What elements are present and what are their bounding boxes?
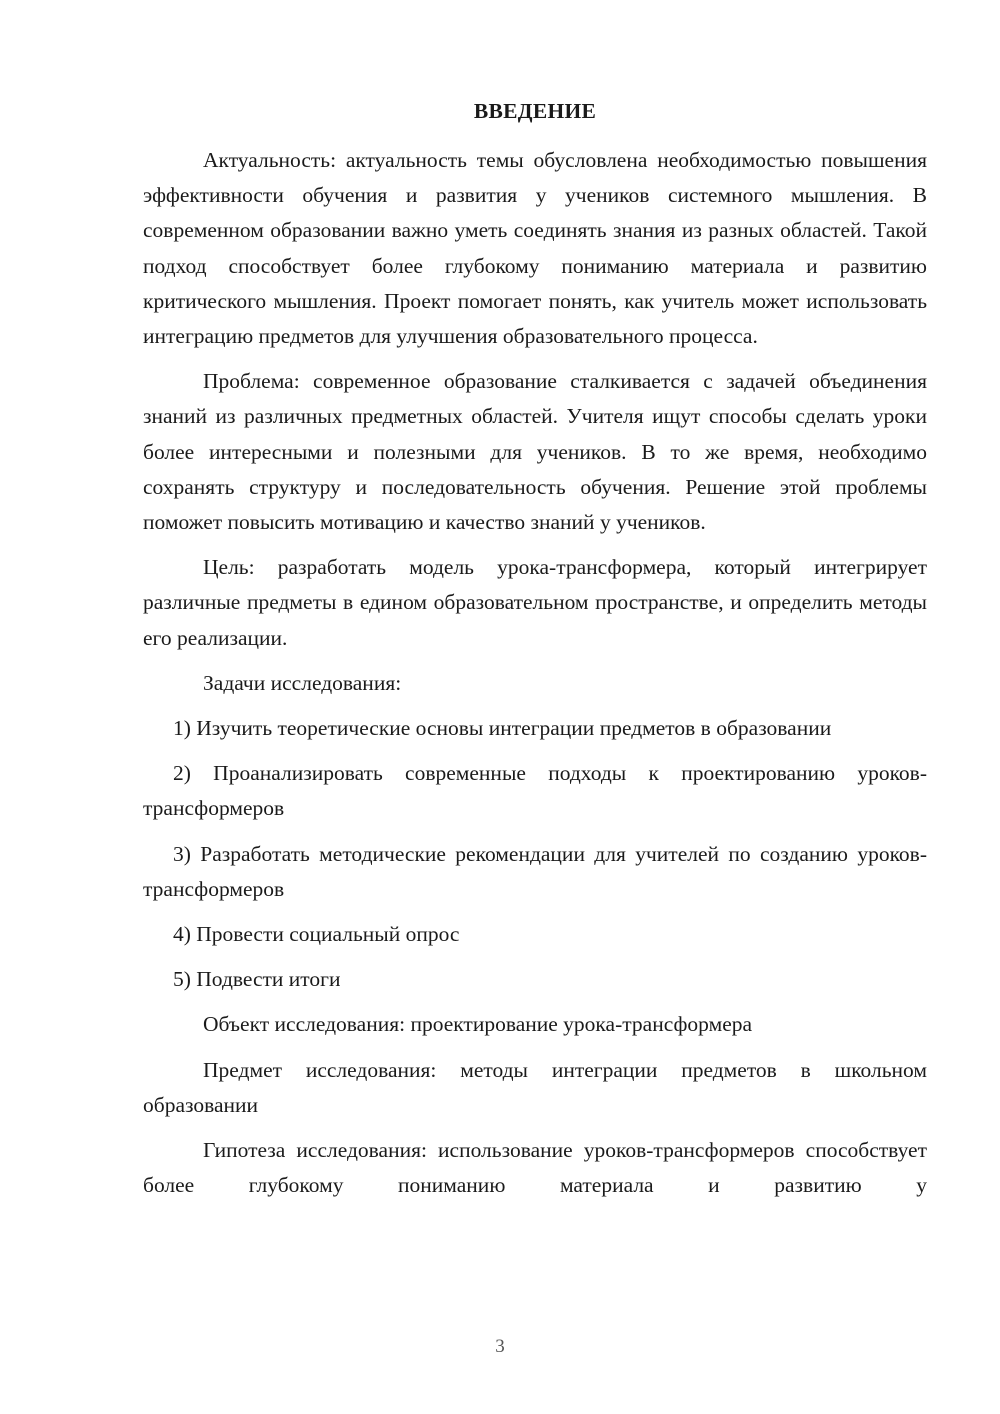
list-item: 1) Изучить теоретические основы интеграции предметов в образовании (173, 716, 832, 741)
section-title: ВВЕДЕНИЕ (473, 99, 597, 123)
tasks-list (143, 711, 927, 997)
list-item: 2) Проанализировать современные подходы к проектированию уроков-трансформеров (143, 761, 927, 821)
paragraph-relevance: Актуальность: актуальность темы обусловлена необходимостью повышения эффективности обучения и развития у учеников системного мышления. В современном образовании важно уметь соединять знания из разных областей. Такой подход способствует более глубокому пониманию материала и развитию критического мышления. Проект помогает понять, как учитель может использовать интеграцию предметов для улучшения образовательного процесса. (143, 148, 927, 349)
list-item: 3) Разработать методические рекомендации для учителей по созданию уроков-трансформеров (143, 841, 927, 901)
paragraph-tasks-heading: Задачи исследования: (203, 670, 402, 695)
list-item: 4) Провести социальный опрос (173, 922, 460, 947)
paragraph-goal: Цель: разработать модель урока-трансформера, который интегрирует различные предметы в едином образовательном пространстве, и определить методы его реализации. (143, 555, 927, 650)
paragraph-problem: Проблема: современное образование сталкивается с задачей объединения знаний из различных предметных областей. Учителя ищут способы сделать уроки более интересными и полезными для учеников. В то же время, необходимо сохранять структуру и последовательность обучения. Решение этой проблемы поможет повысить мотивацию и качество знаний у учеников. (143, 369, 927, 535)
list-item: 5) Подвести итоги (173, 967, 341, 992)
document-page (143, 95, 927, 1213)
paragraph-subject: Предмет исследования: методы интеграции предметов в школьном образовании (143, 1057, 927, 1117)
page-number: 3 (495, 1336, 505, 1357)
paragraph-object: Объект исследования: проектирование урока-трансформера (203, 1012, 753, 1037)
paragraph-hypothesis: Гипотеза исследования: использование уроков-трансформеров способствует более глубокому пониманию материала и развитию у (143, 1138, 927, 1198)
